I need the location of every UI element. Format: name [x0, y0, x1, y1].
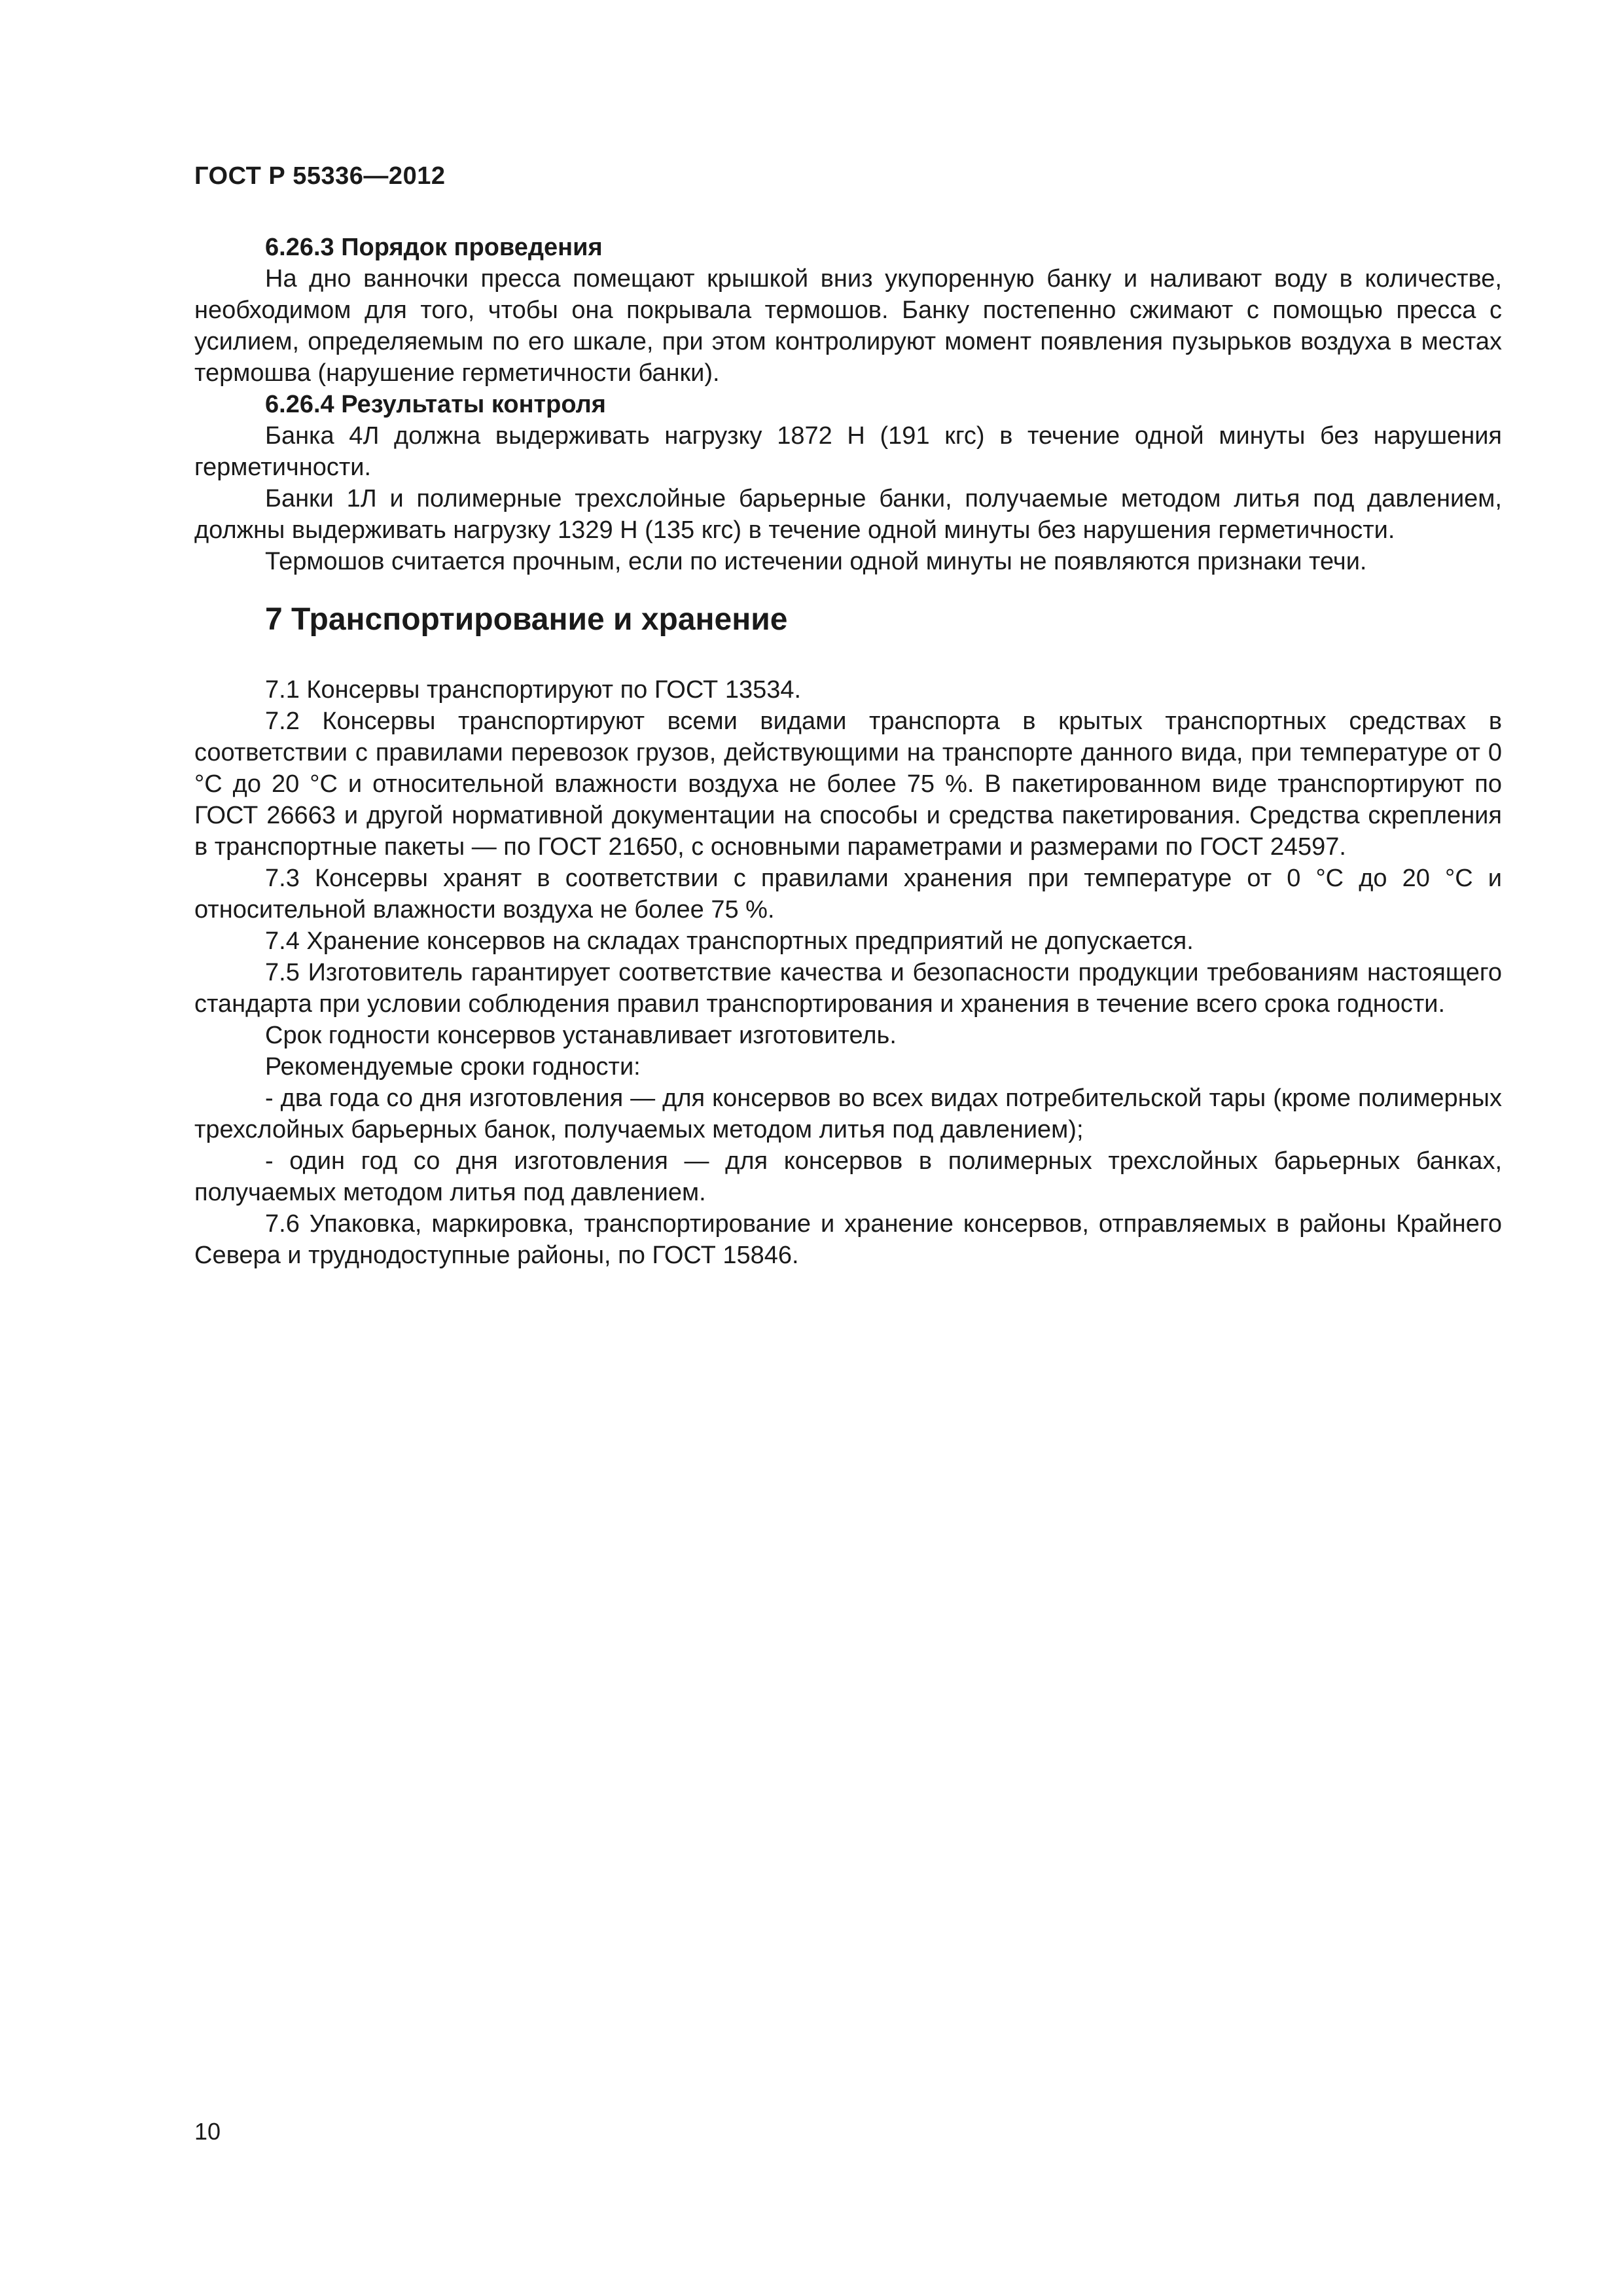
paragraph: Срок годности консервов устанавливает изготовитель. — [265, 1022, 897, 1049]
paragraph: 7.1 Консервы транспортируют по ГОСТ 13534. — [265, 676, 802, 704]
document-body — [194, 232, 1502, 1271]
subsection-heading-6-26-4: 6.26.4 Результаты контроля — [265, 391, 606, 418]
paragraph: Термошов считается прочным, если по истечении одной минуты не появляются признаки течи. — [265, 548, 1367, 575]
list-item: - один год со дня изготовления — для консервов в полимерных трехслойных барьерных банках, получаемых методом литья под давлением. — [194, 1147, 1502, 1206]
paragraph: Банка 4Л должна выдерживать нагрузку 1872 Н (191 кгс) в течение одной минуты без нарушения герметичности. — [194, 422, 1502, 481]
paragraph: 7.4 Хранение консервов на складах транспортных предприятий не допускается. — [265, 927, 1194, 955]
document-header: ГОСТ Р 55336—2012 — [194, 162, 446, 190]
paragraph: 7.2 Консервы транспортируют всеми видами транспорта в крытых транспортных средствах в соответствии с правилами перевозок грузов, действующими на транспорте данного вида, при температуре от 0 °С до 20 °С и относительной влажности воздуха не более 75 %. В пакетированном виде транспортируют по ГОСТ 26663 и другой нормативной документации на способы и средства пакетирования. Средства скрепления в транспортные пакеты — по ГОСТ 21650, с основными параметрами и размерами по ГОСТ 24597. — [194, 708, 1502, 861]
paragraph: 7.5 Изготовитель гарантирует соответствие качества и безопасности продукции требованиям настоящего стандарта при условии соблюдения правил транспортирования и хранения в течение всего срока годности. — [194, 959, 1502, 1018]
list-item: - два года со дня изготовления — для консервов во всех видах потребительской тары (кроме полимерных трехслойных барьерных банок, получаемых методом литья под давлением); — [194, 1085, 1502, 1143]
subsection-heading-6-26-3: 6.26.3 Порядок проведения — [265, 234, 603, 261]
page-number: 10 — [194, 2118, 221, 2145]
paragraph: 7.3 Консервы хранят в соответствии с правилами хранения при температуре от 0 °С до 20 °С и относительной влажности воздуха не более 75 %. — [194, 865, 1502, 924]
paragraph: Банки 1Л и полимерные трехслойные барьерные банки, получаемые методом литья под давлением, должны выдерживать нагрузку 1329 Н (135 кгс) в течение одной минуты без нарушения герметичности. — [194, 485, 1502, 544]
paragraph: 7.6 Упаковка, маркировка, транспортирование и хранение консервов, отправляемых в районы Крайнего Севера и труднодоступные районы, по ГОСТ 15846. — [194, 1210, 1502, 1269]
paragraph: На дно ванночки пресса помещают крышкой вниз укупоренную банку и наливают воду в количестве, необходимом для того, чтобы она покрывала термошов. Банку постепенно сжимают с помощью пресса с усилием, определяемым по его шкале, при этом контролируют момент появления пузырьков воздуха в местах термошва (нарушение герметичности банки). — [194, 265, 1502, 387]
section-heading-7: 7 Транспортирование и хранение — [265, 602, 788, 637]
paragraph: Рекомендуемые сроки годности: — [265, 1053, 641, 1081]
